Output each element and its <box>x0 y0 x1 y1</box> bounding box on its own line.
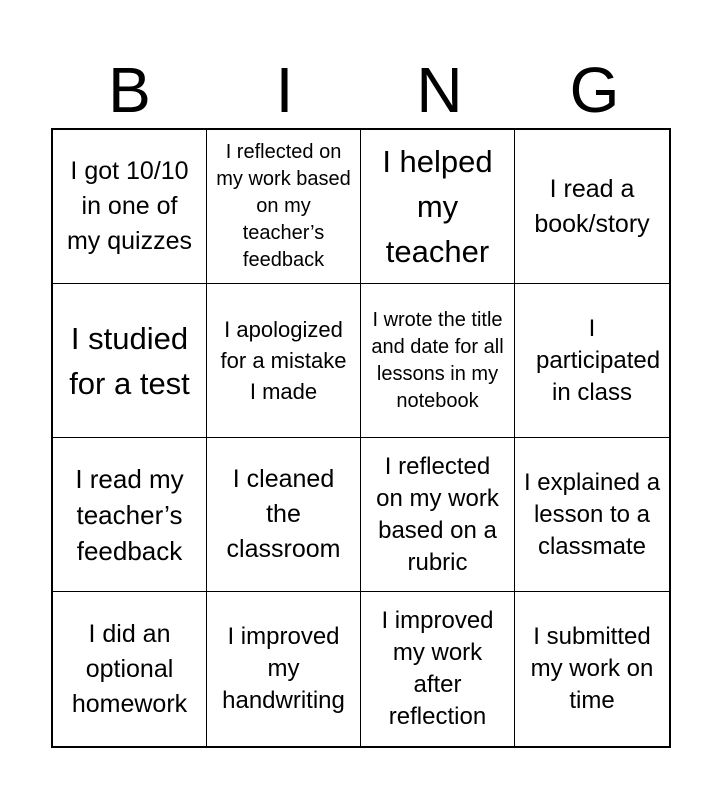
bingo-cell[interactable] <box>515 284 669 438</box>
bingo-cell[interactable] <box>361 592 515 746</box>
bingo-cell-text: I apologized for a mistake I made <box>220 317 347 404</box>
header-letter-g: G <box>569 54 620 126</box>
bingo-cell[interactable] <box>53 592 207 746</box>
bingo-cell-text: I wrote the title and date for all lessons in my notebook <box>371 308 504 412</box>
bingo-cell-text: I read a book/story <box>534 174 650 238</box>
header-letter-n: N <box>416 54 463 126</box>
bingo-grid <box>51 128 671 748</box>
bingo-cell-text: I reflected on my work based on my teacher’s feedback <box>216 141 351 271</box>
header-letter-b: B <box>108 54 151 126</box>
bingo-cell-text: I improved my handwriting <box>222 623 345 714</box>
bingo-cell[interactable] <box>361 438 515 592</box>
bingo-cell-text: I submitted my work on time <box>530 623 654 714</box>
bingo-cell[interactable] <box>53 438 207 592</box>
bingo-cell[interactable] <box>207 284 361 438</box>
bingo-cell[interactable] <box>361 130 515 284</box>
bingo-cell-text: I participated in class <box>536 314 661 406</box>
bingo-cell[interactable] <box>515 592 669 746</box>
bingo-cell[interactable] <box>515 130 669 284</box>
bingo-cell[interactable] <box>207 592 361 746</box>
bingo-cell[interactable] <box>207 130 361 284</box>
bingo-cell-text: I explained a lesson to a classmate <box>523 468 661 560</box>
bingo-cell[interactable] <box>53 130 207 284</box>
header-letter-i: I <box>275 54 294 126</box>
bingo-cell-text: I improved my work after reflection <box>381 607 494 730</box>
bingo-header <box>52 52 672 128</box>
bingo-cell[interactable] <box>361 284 515 438</box>
bingo-cell-text: I reflected on my work based on a rubric <box>376 452 499 576</box>
bingo-cell[interactable] <box>53 284 207 438</box>
bingo-cell-text: I helped my teacher <box>382 144 493 269</box>
bingo-cell-text: I studied for a test <box>69 320 190 401</box>
bingo-cell[interactable] <box>515 438 669 592</box>
bingo-cell-text: I cleaned the classroom <box>226 465 341 563</box>
bingo-cell-text: I did an optional homework <box>71 619 188 718</box>
bingo-cell[interactable] <box>207 438 361 592</box>
bingo-cell-text: I read my teacher’s feedback <box>75 463 184 566</box>
bingo-cell-text: I got 10/10 in one of my quizzes <box>66 157 193 255</box>
